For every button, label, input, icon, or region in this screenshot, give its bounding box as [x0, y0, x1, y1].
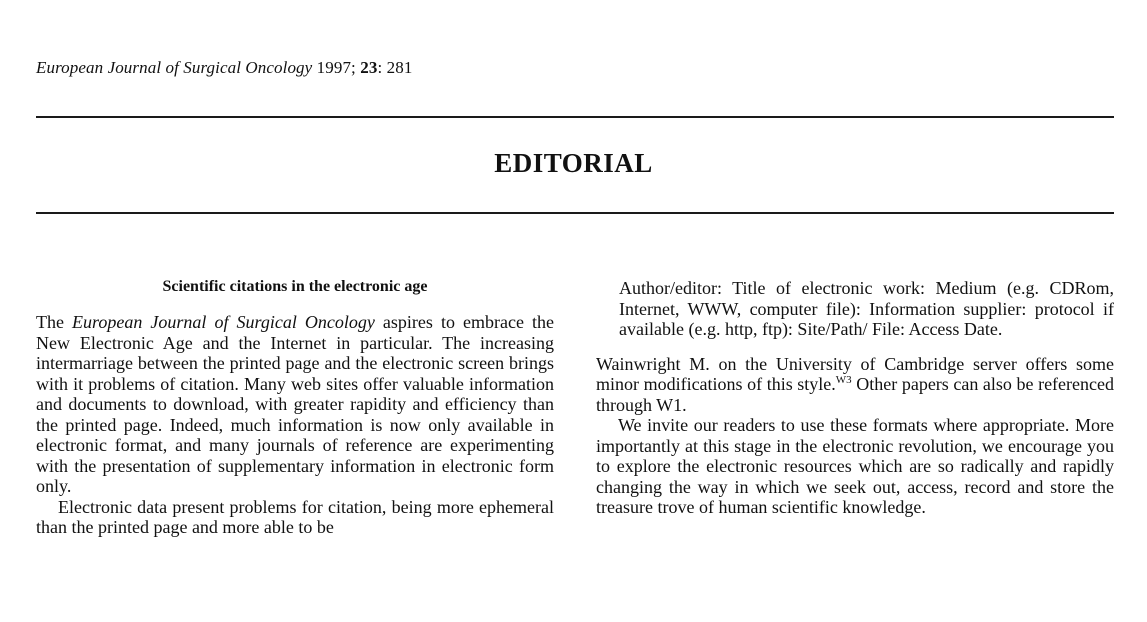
paragraph-intro-prefix: The [36, 312, 73, 332]
paragraph-wainwright-after: Other papers can also be referenced through W1. [596, 374, 1114, 415]
article-title: Scientific citations in the electronic age [162, 278, 428, 295]
journal-volume: 23 [360, 58, 378, 77]
journal-citation-header [36, 58, 412, 78]
top-rule [36, 116, 1114, 118]
paragraph-invitation: We invite our readers to use these formats where appropriate. More importantly at this stage in the electronic revolution, we encourage you to explore the electronic resources which are so radically and rapidly changing the way in which we seek out, access, record and store the treasure trove of human scientific knowledge. [596, 415, 1114, 517]
paragraph-intro-rest: aspires to embrace the New Electronic Age and the Internet in particular. The increasing intermarriage between the printed page and the electronic screen brings with it problems of citation. Many web sites offer valuable information and documents to download, with greater rapidity and efficiency than the printed page. Indeed, much information is now only available in electronic format, and many journals of reference are experimenting with the presentation of supplementary information in electronic form only. [36, 312, 555, 496]
right-column [596, 278, 1114, 518]
paragraph-wainwright [596, 354, 1114, 416]
left-column [36, 278, 554, 538]
page-title: EDITORIAL [494, 148, 653, 178]
paragraph-electronic-data: Electronic data present problems for citation, being more ephemeral than the printed page and more able to be [36, 496, 554, 537]
journal-year: 1997; [316, 58, 356, 77]
reference-w3: W3 [835, 374, 852, 386]
paragraph-wainwright-before: Wainwright M. on the University of Cambridge server offers some minor modifications of this style. [596, 353, 1114, 394]
journal-pages: : 281 [377, 58, 413, 77]
paragraph-intro [36, 312, 554, 497]
citation-format-block: Author/editor: Title of electronic work: Medium (e.g. CDRom, Internet, WWW, computer file): Information supplier: protocol if available (e.g. http, ftp): Site/Path/ File: Access Date. [619, 278, 1114, 339]
paragraph-intro-journal: European Journal of Surgical Oncology [72, 312, 375, 332]
journal-name: European Journal of Surgical Oncology [36, 58, 313, 77]
bottom-rule [36, 212, 1114, 214]
